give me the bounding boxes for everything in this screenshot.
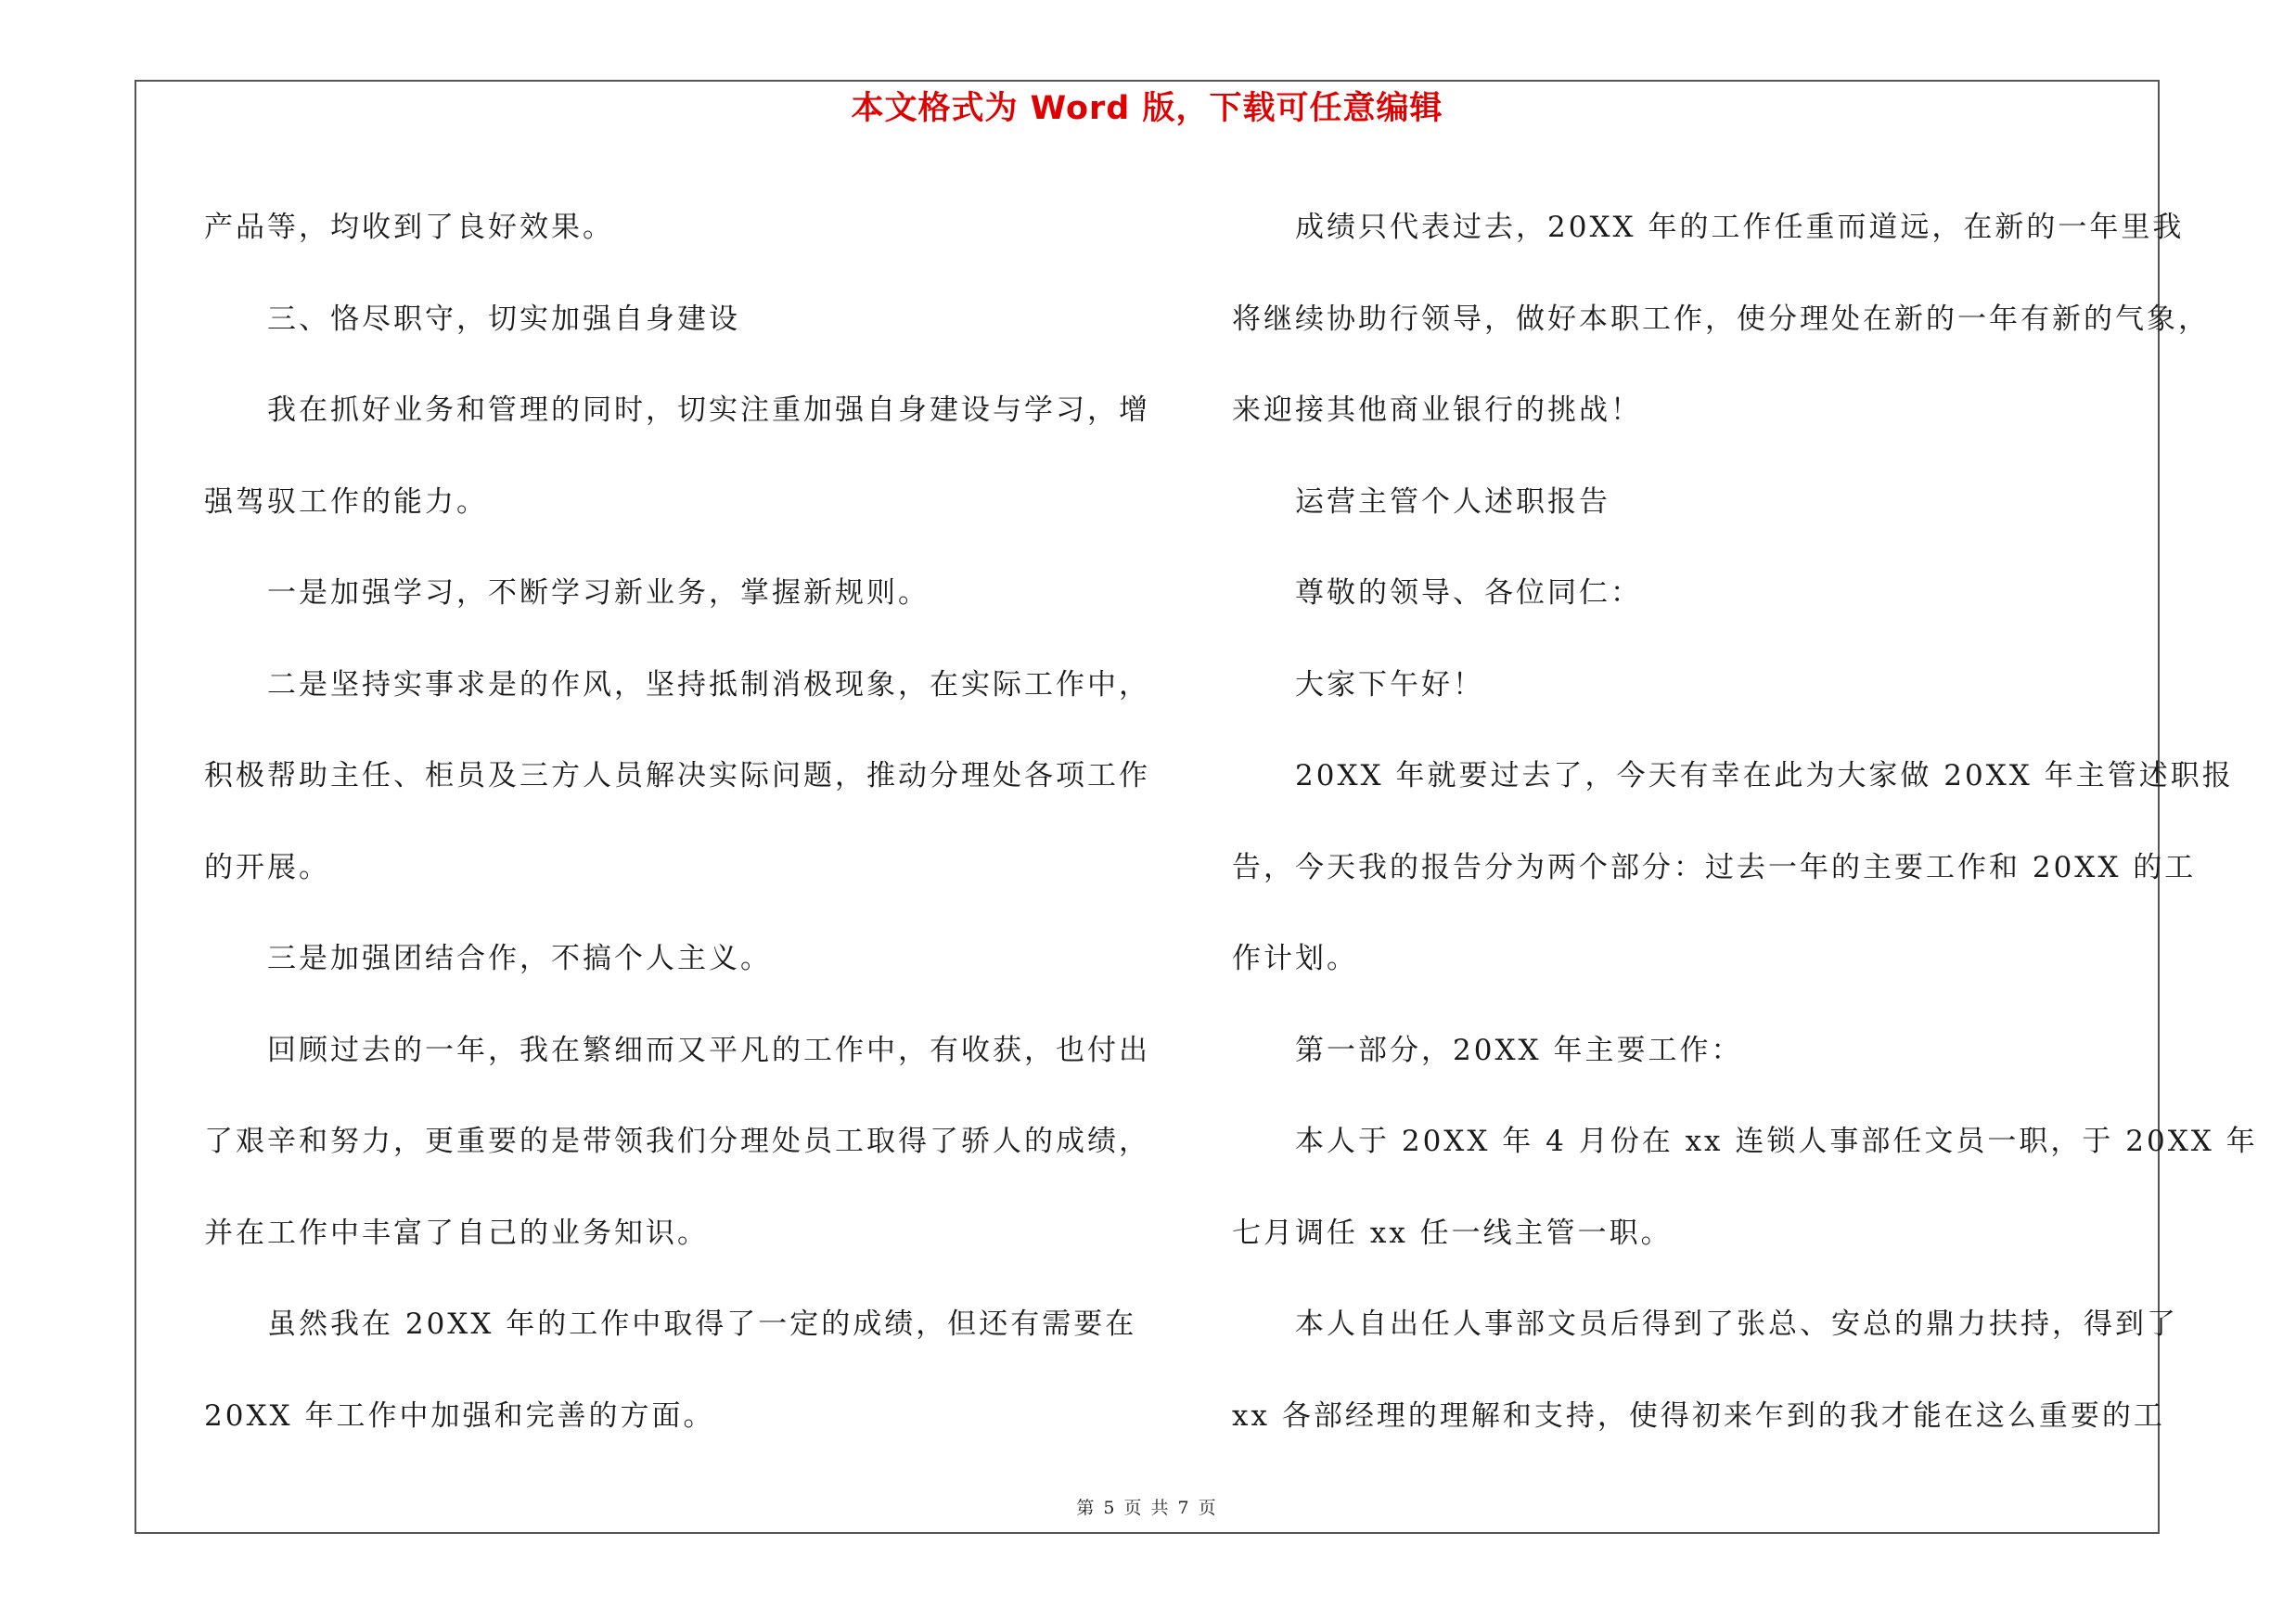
word-format-banner: 本文格式为 Word 版，下载可任意编辑 [851,90,1443,127]
text-line: 强驾驭工作的能力。 [204,484,488,519]
text-line: 20XX 年就要过去了，今天有幸在此为大家做 20XX 年主管述职报 [1295,759,2234,792]
text-line: 回顾过去的一年，我在繁细而又平凡的工作中，有收获，也付出 [267,1033,1150,1067]
text-line: 运营主管个人述职报告 [1295,484,1610,519]
text-line: 的开展。 [204,850,330,884]
text-line: 并在工作中丰富了自己的业务知识。 [204,1216,709,1250]
text-line: 了艰辛和努力，更重要的是带领我们分理处员工取得了骄人的成绩， [204,1125,1150,1158]
text-line: 积极帮助主任、柜员及三方人员解决实际问题，推动分理处各项工作 [204,759,1150,792]
text-line: 来迎接其他商业银行的挑战！ [1232,393,1642,427]
text-line: 大家下午好！ [1295,667,1484,702]
text-line: 虽然我在 20XX 年的工作中取得了一定的成绩，但还有需要在 [267,1307,1137,1341]
text-line: 产品等，均收到了良好效果。 [204,211,614,244]
left-column [204,182,1150,1462]
text-line: 尊敬的领导、各位同仁： [1295,576,1642,610]
text-line: 作计划。 [1232,942,1358,975]
text-line: 告，今天我的报告分为两个部分：过去一年的主要工作和 20XX 的工 [1232,850,2197,884]
page-number-footer: 第 5 页 共 7 页 [1076,1498,1218,1518]
text-line: 本人于 20XX 年 4 月份在 xx 连锁人事部任文员一职，于 20XX 年 [1295,1125,2258,1158]
text-line: 一是加强学习，不断学习新业务，掌握新规则。 [267,576,930,610]
text-line: 将继续协助行领导，做好本职工作，使分理处在新的一年有新的气象， [1232,302,2210,336]
text-line: 本人自出任人事部文员后得到了张总、安总的鼎力扶持，得到了 [1295,1307,2178,1341]
text-line: xx 各部经理的理解和支持，使得初来乍到的我才能在这么重要的工 [1232,1398,2165,1433]
text-line: 三、恪尽职守，切实加强自身建设 [267,302,740,336]
text-line: 二是坚持实事求是的作风，坚持抵制消极现象，在实际工作中， [267,667,1150,702]
text-line: 第一部分，20XX 年主要工作： [1295,1033,1743,1067]
text-line: 七月调任 xx 任一线主管一职。 [1232,1216,1673,1250]
right-column [1232,182,2258,1462]
text-line: 成绩只代表过去，20XX 年的工作任重而道远，在新的一年里我 [1295,211,2185,244]
text-line: 我在抓好业务和管理的同时，切实注重加强自身建设与学习，增 [267,393,1150,427]
text-line: 三是加强团结合作，不搞个人主义。 [267,942,772,975]
text-line: 20XX 年工作中加强和完善的方面。 [204,1398,715,1433]
